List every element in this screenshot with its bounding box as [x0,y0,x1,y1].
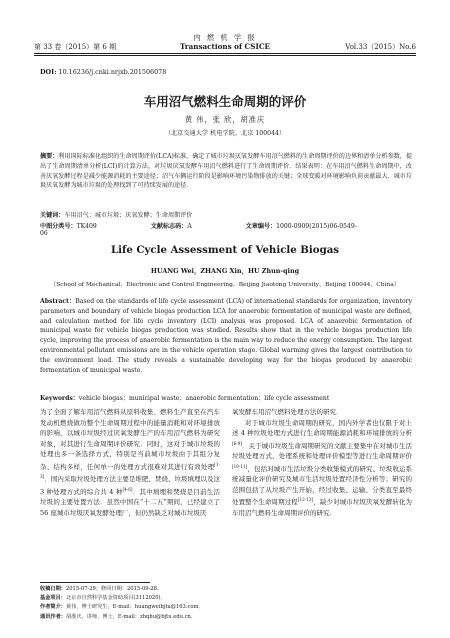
doccode-value: A [187,223,192,230]
received-label: 收稿日期： [40,586,66,592]
running-header-right: Vol.33（2015）No.6 [345,43,416,51]
header-rule-thin [34,55,416,56]
received-value: 2015-07-29；修回日期：2015-09-28． [65,586,163,592]
body-right-text-4: ，包括对城市生活垃圾分类收集模式的研究、垃圾收运系统减量化评价研究及城市生活垃圾处置经济性分析等；研究的范围包括了从垃圾产生开始，经过收集、运输、分类直至最终处置整个生命周期过程 [232,464,412,507]
body-left-text-2: ．国内采取垃圾处理方法主要是堆肥、焚烧、垃圾填埋以及这 3 种处理方式的综合共 4 种 [40,475,220,496]
abstract-cn-text: 利用国际标准化组织的生命周期评价(LCA)标准，确定了城市垃圾厌氧发酵车用沼气燃料的生命周期评价的边界和清单分析参数，提出了生命周期清单分析(LCI)的计算方法，对垃圾厌氧发酵车用沼气燃料进行了生命周期评价．结果表明：在车用沼气燃料生命周期中，改善厌氧发酵过程是减少能源消耗的主要途径；沼气车辆运行阶段是影响环境污染物排放的关键；全球变暖对环境影响负荷贡献最大．城市垃圾厌氧发酵为城市垃圾的处理找到了可持续发展的途径． [40,153,413,190]
fund-label: 基金项目： [40,595,66,602]
authors-cn: 黄 伟，张 欣，胡准庆 [184,115,266,124]
abstract-cn [40,152,412,191]
body-left-text: 为了全面了解车用沼气燃料从原料收集、燃料生产直至在汽车发动机燃烧做功整个生命周期过程中的能量消耗和对环境排放的影响，以城市垃圾经过厌氧发酵生产的车用沼气燃料为研究对象，对其进行生命周期评价研究．同时，这对于城市垃圾的处理也多一条选择方式，特别是当前城市垃圾由于其组分复杂、结构多样，任何单一的处理方式很难对其进行有效处理 [40,408,220,471]
header-rule [34,53,416,54]
clc-number [40,223,123,230]
citation: [4-6] [122,486,133,492]
clc-value: TK409 [76,223,97,230]
doi-value: 10.16236/j.cnki.nrjxb.201506078 [58,68,167,76]
abstract-en-label: Abstract： [40,298,76,305]
body-right-text-5: ，缺少对城市垃圾厌氧发酵转化为车用沼气燃料生命周期评价的研究． [232,498,413,517]
paper-title-cn: 车用沼气燃料生命周期的评价 [143,94,307,109]
keywords-en-text: vehicle biogas；municipal waste；anaerobic fermentation；life cycle assessment [78,395,330,402]
body-right-text-3: ．关于城市垃圾生命周期研究的文献主要集中在对城市生活垃圾处理方式、处理系统和处理评价模型等进行生命周期评价 [232,441,412,461]
citation: [12-13] [297,497,314,503]
footnote [40,585,412,622]
keywords-cn [40,211,412,221]
footnote-received [40,585,412,594]
journal-name-cn: 内 燃 机 学 报 [193,33,257,42]
citation: [6-9] [232,440,243,446]
body-right-text: 氧发酵车用沼气燃料处理方法的研究． [232,408,343,416]
article-value: 1000-0909(2015)06-0549-06 [40,223,357,237]
citation: [10-11] [232,463,248,469]
abstract-en-text: Based on the standards of life cycle assessment (LCA) of international standards for organization, inventory parameters and boundary of vehicle biogas production LCA for anaerobic fermentation of municipal waste are defined, and calculation method for life cycle inventory (LCI) analysis was proposed. LCA of anaerobic fermentation of municipal waste for vehicle biogas production was studied. Results show that in the vehicle biogas production life cycle, improving the process of anaerobic fermentation is the main way to reduce the energy consumption. The largest environmental pollutant emissions are in the vehicle operation stage. Global warming gives the largest contribution to the environment load. The study reveals a sustainable developing way for the biogas produced by anaerobic fermentation of municipal waste. [40,298,412,374]
body-column-left [40,407,220,518]
document-code [151,223,218,230]
author-value: 黄伟，博士研究生，E-mail：huangweibjtu@163.com． [65,604,204,611]
affiliation-en: （School of Mechanical，Electronic and Control Engineering，Beijing Jiaotong University，Beijing 100044，China） [50,282,400,288]
footnote-fund [40,594,412,603]
body-left-text-3: ．其中填埋和焚烧是目前生活垃圾的主要处置方法．虽然中国在“十二五”期间，已经建立了 56 座城市垃圾厌氧发酵处理厂，但仍然缺乏对城市垃圾厌 [40,487,221,517]
clc-label: 中图分类号： [40,223,77,230]
fund-value: 北京市自然科学基金资助项目(3112020)． [65,595,166,602]
doccode-label: 文献标志码： [150,223,188,230]
classification-line [40,221,412,237]
affiliation-cn: （北京交通大学 机电学院，北京 100044） [164,130,286,137]
contact-label: 通讯作者： [40,613,66,620]
body-right-text-2: 对于城市垃圾生命周期的研究，国内外学者也仅限于对上述 4 种垃圾处理方式进行生命周期能源消耗和环境排放的分析 [232,418,412,437]
keywords-en-label: Keywords： [40,395,79,402]
citation: [1-3] [40,461,220,480]
author-label: 作者简介： [40,604,66,611]
keywords-cn-label: 关键词： [40,212,65,219]
footnote-rule [40,582,150,583]
body-column-right [232,407,412,518]
journal-name-en: Transactions of CSICE [179,42,271,51]
keywords-en [40,394,412,404]
article-label: 文章编号： [245,223,277,230]
abstract-en [40,297,412,375]
paper-title-en: Life Cycle Assessment of Vehicle Biogas [110,244,340,256]
abstract-cn-label: 摘要： [40,153,59,160]
running-header-left: 第 33 卷（2015）第 6 期 [34,43,117,51]
footnote-author [40,603,412,612]
doi-line [40,68,166,76]
footnote-contact [40,613,412,622]
keywords-cn-text: 车用沼气；城市垃圾；厌氧发酵；生命周期评价 [64,212,193,219]
authors-en: HUANG Wei，ZHANG Xin，HU Zhun-qing [150,267,300,275]
contact-value: 胡准庆，讲师，博士，E-mail：zhqhu@bjtu.edu.cn． [65,613,197,620]
body-right-paragraph [232,418,412,519]
doi-label: DOI: [40,68,57,76]
